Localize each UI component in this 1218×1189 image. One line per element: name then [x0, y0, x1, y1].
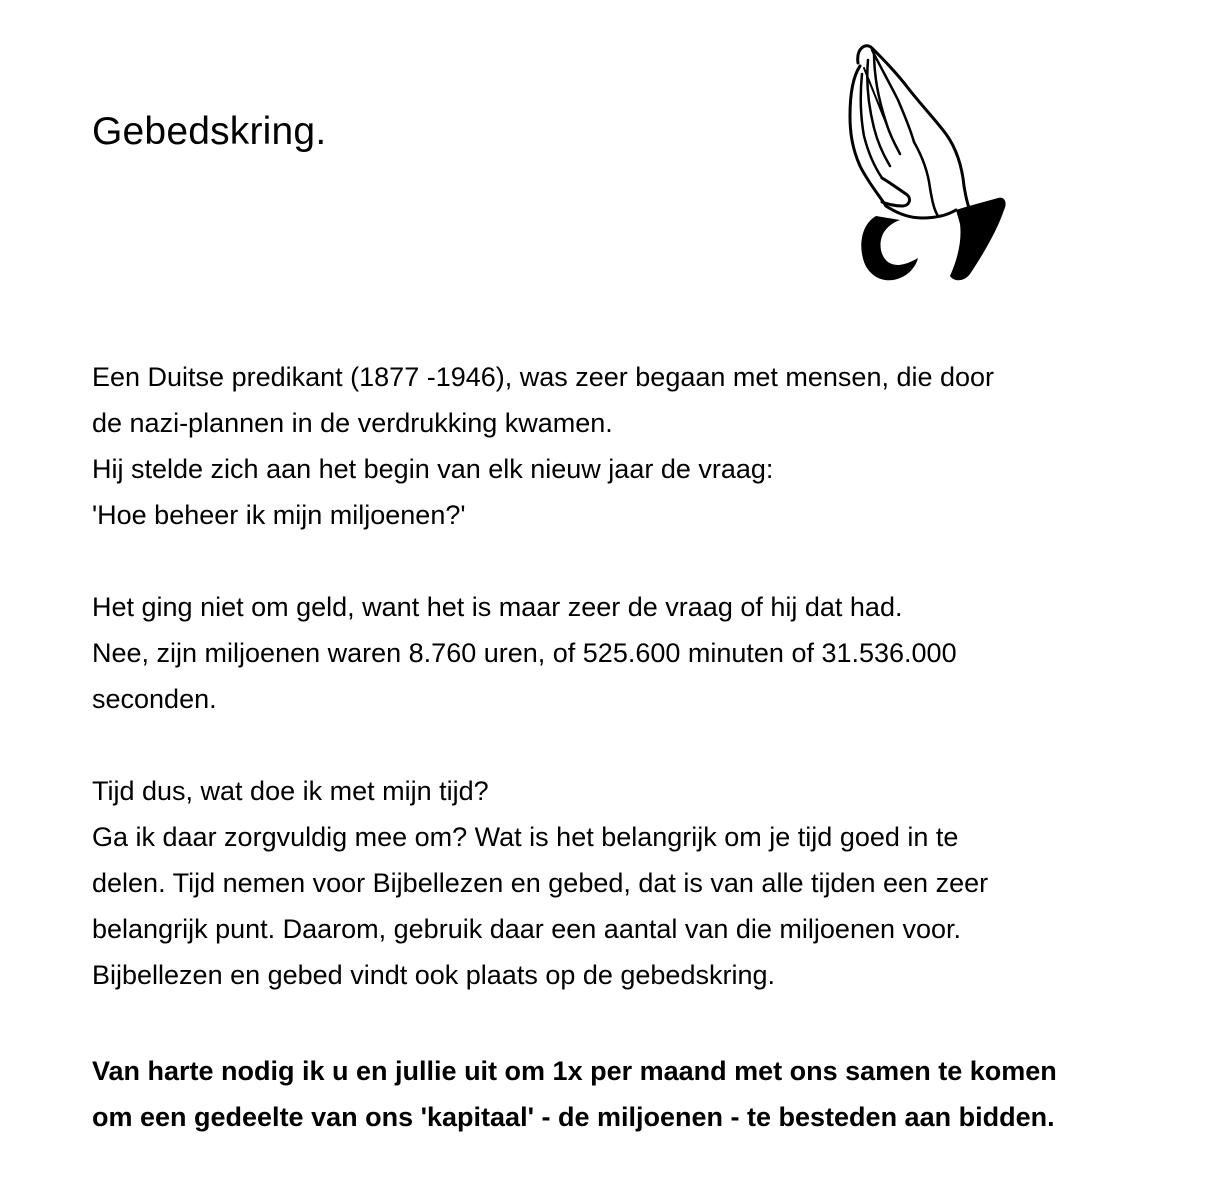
paragraph-gap — [92, 538, 1152, 584]
text-line: seconden. — [92, 684, 217, 714]
text-line: Het ging niet om geld, want het is maar zeer de vraag of hij dat had. — [92, 592, 903, 622]
text-line: Ga ik daar zorgvuldig mee om? Wat is het belangrijk om je tijd goed in te — [92, 822, 959, 852]
page-title: Gebedskring. — [92, 110, 327, 153]
text-line: Nee, zijn miljoenen waren 8.760 uren, of 525.600 minuten of 31.536.000 — [92, 638, 957, 668]
text-line: belangrijk punt. Daarom, gebruik daar een aantal van die miljoenen voor. — [92, 914, 962, 944]
praying-hands-icon — [838, 38, 1008, 288]
text-line: Een Duitse predikant (1877 -1946), was zeer begaan met mensen, die door — [92, 362, 995, 392]
text-line: Bijbellezen en gebed vindt ook plaats op de gebedskring. — [92, 960, 775, 990]
text-line: 'Hoe beheer ik mijn miljoenen?' — [92, 500, 466, 530]
body-text — [92, 354, 1152, 998]
paragraph-gap — [92, 722, 1152, 768]
text-line: Tijd dus, wat doe ik met mijn tijd? — [92, 776, 489, 806]
invitation-line: om een gedeelte van ons 'kapitaal' - de miljoenen - te besteden aan bidden. — [92, 1102, 1055, 1132]
text-line: de nazi-plannen in de verdrukking kwamen. — [92, 408, 613, 438]
text-line: Hij stelde zich aan het begin van elk nieuw jaar de vraag: — [92, 454, 774, 484]
text-line: delen. Tijd nemen voor Bijbellezen en gebed, dat is van alle tijden een zeer — [92, 868, 989, 898]
invitation-text — [92, 1048, 1192, 1140]
invitation-line: Van harte nodig ik u en jullie uit om 1x per maand met ons samen te komen — [92, 1056, 1057, 1086]
